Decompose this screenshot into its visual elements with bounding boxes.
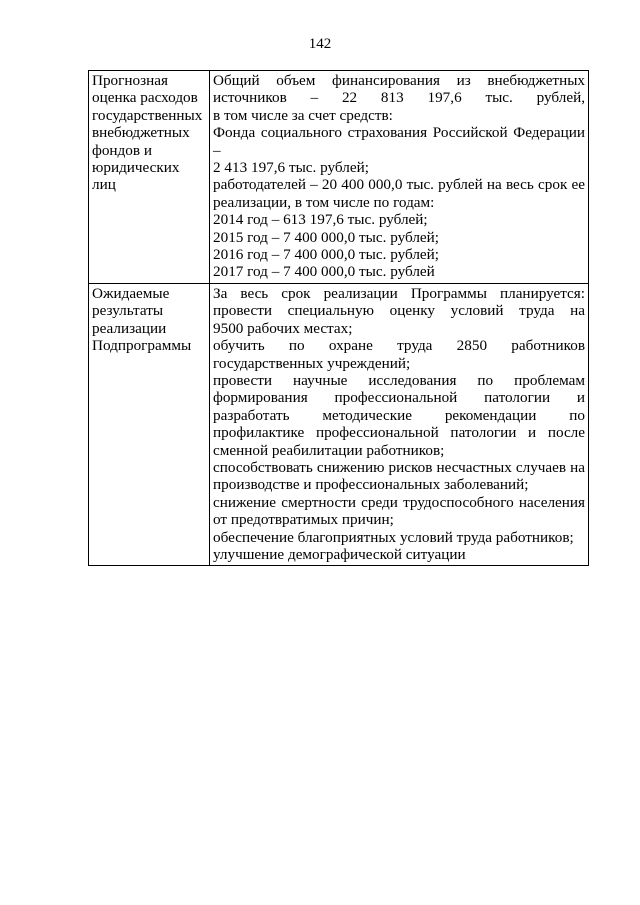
row-content-line: обучить по охране труда 2850 работников (213, 337, 585, 355)
row-content-line: Общий объем финансирования из внебюджетных (213, 72, 585, 89)
row-content-line: 2 413 197,6 тыс. рублей; (213, 159, 369, 177)
row-content-line: работодателей – 20 400 000,0 тыс. рублей на весь срок ее (213, 176, 585, 194)
row-label-line: Ожидаемые (92, 284, 170, 302)
row-label-line: реализации (92, 319, 167, 337)
row-content-line: источников – 22 813 197,6 тыс. рублей, (213, 89, 585, 107)
row-content-line: 2015 год – 7 400 000,0 тыс. рублей; (213, 228, 440, 246)
row-label-cell (89, 71, 210, 284)
row-content-line: 9500 рабочих местах; (213, 319, 353, 337)
row-content-cell (210, 283, 589, 566)
row-label-line: результаты (92, 302, 164, 320)
program-table (88, 70, 589, 566)
row-label-cell (89, 283, 210, 566)
row-content-line: провести научные исследования по проблемам (213, 371, 585, 389)
row-content-line: производстве и профессиональных заболеваний; (213, 476, 529, 494)
row-content-line: улучшение демографической ситуации (213, 545, 466, 563)
row-content-line: государственных учреждений; (213, 354, 411, 372)
row-label-line: внебюджетных (92, 124, 190, 142)
row-content-line: в том числе за счет средств: (213, 106, 393, 124)
row-label-line: юридических (92, 159, 180, 177)
row-content-line: провести специальную оценку условий труда на (213, 302, 585, 320)
row-content-line: разработать методические рекомендации по (213, 406, 585, 424)
table-row (89, 71, 589, 284)
row-label-line: фондов и (92, 141, 152, 159)
row-label-line: лиц (92, 176, 116, 194)
row-content-line: 2017 год – 7 400 000,0 тыс. рублей (213, 263, 435, 281)
row-content-cell (210, 71, 589, 284)
row-content-line: формирования профессиональной патологии и (213, 389, 585, 407)
row-content-line: способствовать снижению рисков несчастных случаев на (213, 458, 585, 476)
row-content-line: профилактике профессиональной патологии и после (213, 424, 585, 442)
row-content-line: от предотвратимых причин; (213, 511, 394, 529)
row-label-line: государственных (92, 106, 203, 124)
row-label-line: Прогнозная (92, 72, 168, 89)
row-content-line: 2016 год – 7 400 000,0 тыс. рублей; (213, 246, 440, 264)
table-row (89, 283, 589, 566)
page-number: 142 (308, 36, 332, 52)
row-content-line: Фонда социального страхования Российской Федерации – (213, 124, 585, 159)
row-content-line: снижение смертности среди трудоспособного населения (213, 493, 585, 511)
row-content-line: обеспечение благоприятных условий труда работников; (213, 528, 574, 546)
row-content-line: реализации, в том числе по годам: (213, 193, 435, 211)
row-content-line: За весь срок реализации Программы планируется: (213, 284, 585, 302)
row-label-line: Подпрограммы (92, 337, 192, 355)
row-content-line: 2014 год – 613 197,6 тыс. рублей; (213, 211, 428, 229)
row-content-line: сменной реабилитации работников; (213, 441, 445, 459)
table-body (89, 71, 589, 566)
row-label-line: оценка расходов (92, 89, 198, 107)
